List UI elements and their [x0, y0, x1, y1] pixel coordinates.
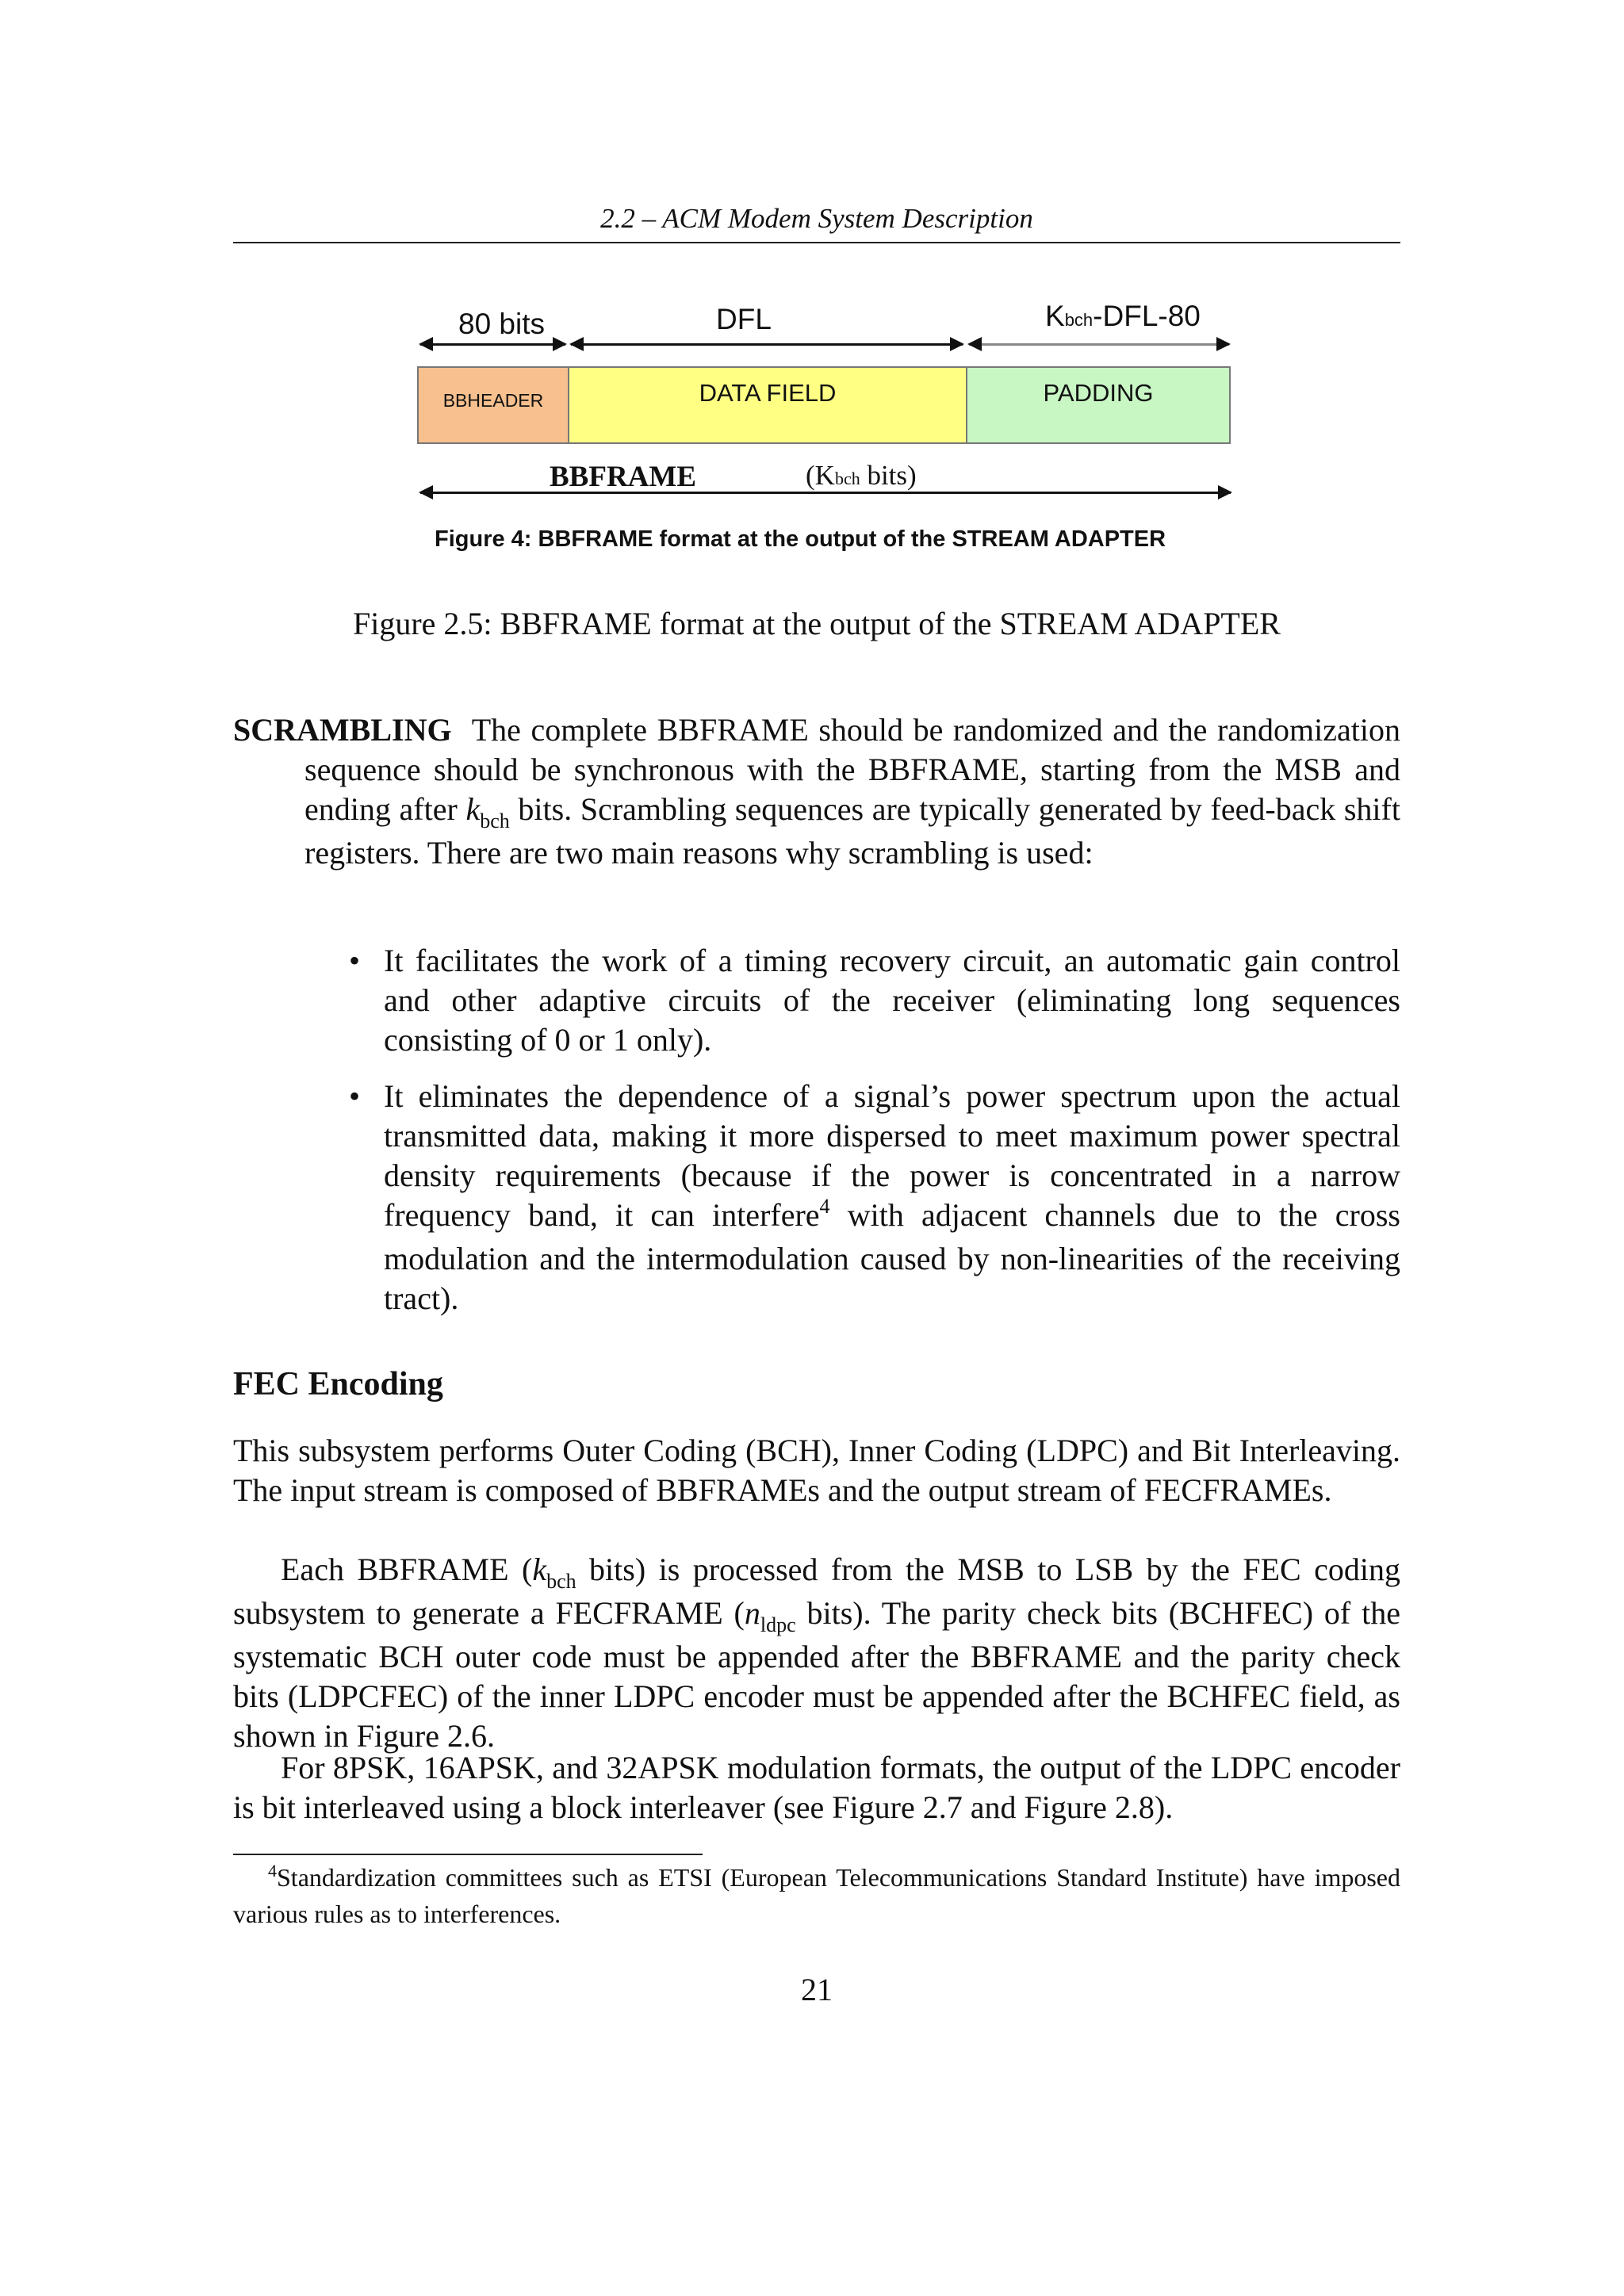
running-head: 2.2 – ACM Modem System Description — [600, 203, 1033, 234]
padding-box — [966, 366, 1231, 444]
scrambling-paragraph: SCRAMBLING The complete BBFRAME should be randomized and the randomization sequence should be synchronous with the BBFRAME, starting from the MSB and ending after $k_{bch}$ bits. Scrambling sequences are typically generated by feed-back shift registers. There are two main reasons why scrambling is used: — [233, 712, 1400, 871]
bullet-dot: • — [349, 1078, 361, 1114]
dim-label-dfl: DFL — [716, 303, 772, 335]
data-field-label: DATA FIELD — [699, 379, 837, 407]
section-title: FEC Encoding — [233, 1366, 443, 1402]
bbheader-label: BBHEADER — [442, 390, 544, 411]
kbch-bits-label: (Kbch bits) — [806, 460, 917, 491]
arrowhead-left — [569, 337, 584, 351]
scrambling-term: SCRAMBLING — [233, 712, 452, 748]
figure-caption: Figure 2.5: BBFRAME format at the output of the STREAM ADAPTER — [353, 606, 1281, 641]
footnote: $^4$Standardization committees such as ETSI (European Telecommunications Standard Institute) have imposed various rules as to interferences. — [233, 1861, 1400, 1928]
footnote-rule — [233, 1854, 703, 1855]
bullet-item: It eliminates the dependence of a signal’s power spectrum upon the actual transmitted data, making it more dispersed to meet maximum power spectral density requirements (because if the power is concentrated in a narrow frequency band, it can interfere$^4$ with adjacent channels due to the cross modulation and the intermodulation caused by non-linearities of the receiving tract). — [384, 1078, 1400, 1316]
dim-label-80bits: 80 bits — [458, 308, 546, 340]
arrowhead-left — [419, 337, 433, 351]
dim-arrow-kbch-dfl-80 — [969, 343, 1229, 346]
fec-paragraph-2: Each BBFRAME ($k_{bch}$ bits) is processed from the MSB to LSB by the FEC coding subsystem to generate a FECFRAME ($n_{ldpc}$ bits). The parity check bits (BCHFEC) of the systematic BCH outer code must be appended after the BBFRAME and the parity check bits (LDPCFEC) of the inner LDPC encoder must be appended after the BCHFEC field, as shown in Figure 2.6. — [233, 1552, 1401, 1754]
figure-inner-caption: Figure 4: BBFRAME format at the output of the STREAM ADAPTER — [435, 526, 1166, 552]
dim-label-kbch-dfl-80: Kbch-DFL-80 — [1045, 300, 1201, 332]
padding-label: PADDING — [1043, 379, 1154, 407]
header-rule — [233, 242, 1400, 243]
fec-paragraph-1: This subsystem performs Outer Coding (BCH), Inner Coding (LDPC) and Bit Interleaving. The input stream is composed of BBFRAMEs and the output stream of FECFRAMEs. — [233, 1433, 1400, 1508]
bbheader-box — [417, 366, 569, 444]
bullet-dot: • — [349, 943, 361, 978]
bullet-item: It facilitates the work of a timing recovery circuit, an automatic gain control and other adaptive circuits of the receiver (eliminating long sequences consisting of 0 or 1 only). — [384, 943, 1400, 1058]
dim-arrow-80bits — [420, 343, 565, 346]
dim-arrow-dfl — [571, 343, 963, 346]
arrowhead-left — [967, 337, 982, 351]
arrowhead-right — [1218, 485, 1232, 499]
footnote-mark: 4 — [268, 1861, 277, 1881]
arrowhead-right — [553, 337, 567, 351]
page-number: 21 — [801, 1972, 833, 2007]
footnote-ref: 4 — [819, 1195, 830, 1218]
arrowhead-right — [1216, 337, 1231, 351]
bbframe-dim-arrow — [420, 492, 1231, 494]
arrowhead-right — [950, 337, 964, 351]
bbframe-label: BBFRAME — [550, 461, 696, 493]
fec-paragraph-3: For 8PSK, 16APSK, and 32APSK modulation formats, the output of the LDPC encoder is bit interleaved using a block interleaver (see Figure 2.7 and Figure 2.8). — [233, 1750, 1400, 1825]
data-field-box — [568, 366, 967, 444]
arrowhead-left — [419, 485, 433, 499]
